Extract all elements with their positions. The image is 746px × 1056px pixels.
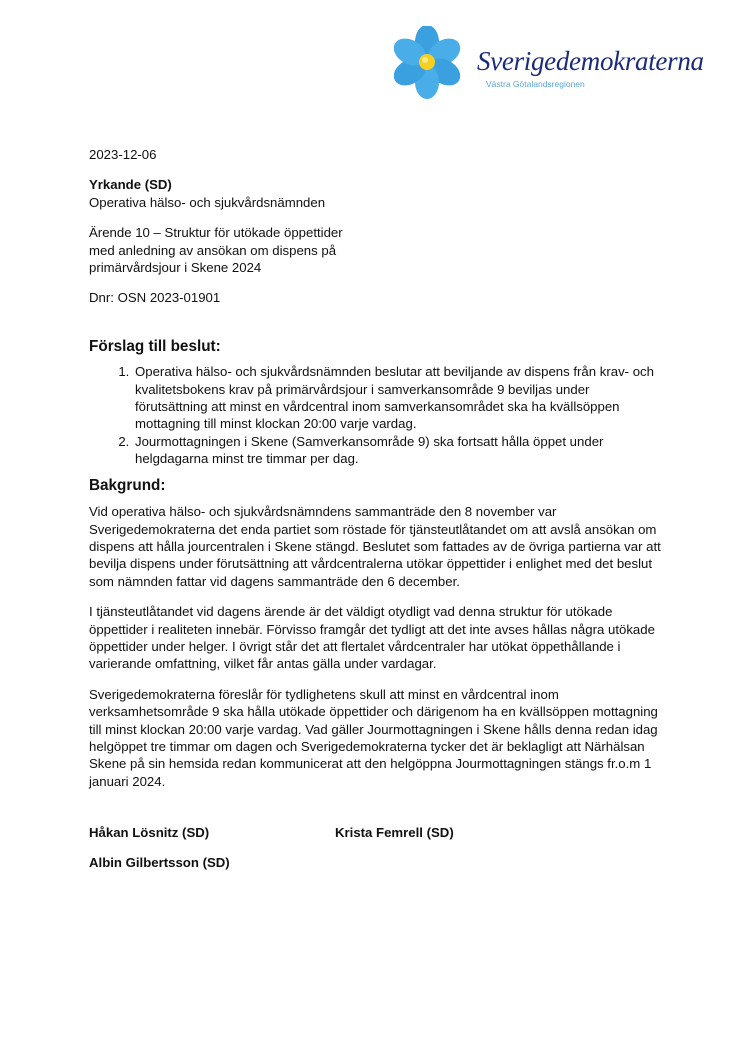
document-date: 2023-12-06 [89,147,157,162]
signatory: Håkan Lösnitz (SD) [89,825,210,841]
subject-line: primärvårdsjour i Skene 2024 [89,260,262,276]
background-paragraph: Sverigedemokraterna föreslår för tydlighetens skull att minst en vårdcentral inom verksamhetsområde 9 ska hålla utökade öppettider och därigenom ha en kvällsöppen mottagning till minst klockan 20:00 varje vardag. Vad gäller Jourmottagningen i Skene hålls denna redan idag helgöppet tre timmar om dagen och Sverigedemokraterna tycker det är beklagligt att Närhälsan Skene på sin hemsida redan kommunicerat att den helgöppna Jourmottagningen stängs fr.o.m 1 januari 2024. [89,686,658,789]
subject-line: Ärende 10 – Struktur för utökade öppettider [89,225,343,241]
background-heading: Bakgrund: [89,476,166,494]
background-paragraph: Vid operativa hälso- och sjukvårdsnämndens sammanträde den 8 november var Sverigedemokraterna det enda partiet som röstade för tjänsteutlåtandet om att avslå ansökan om dispens att hålla jourcentralen i Skene stängd. Beslutet som fattades av de övriga partierna var att bevilja dispens under förutsättning att vårdcentralerna utökar öppettider i enlighet med det beslut som nämnden fattar vid dagens sammanträde den 6 december. [89,504,661,589]
logo-region: Västra Götalandsregionen [486,79,585,89]
party-logo [394,26,704,102]
logo-wordmark: Sverigedemokraterna [477,46,704,76]
signatory: Krista Femrell (SD) [335,825,454,841]
proposal-item: 1. Operativa hälso- och sjukvårdsnämnden beslutar att beviljande av dispens från krav- och kvalitetsbokens krav på primärvårdsjour i samverkansområde 9 beviljas under förutsättning att minst en vårdcentral inom samverkansområdet ska ha kvällsöppen mottagning till minst klockan 20:00 varje vardag. [133,363,664,433]
subject-line: med anledning av ansökan om dispens på [89,242,337,258]
background-paragraph: I tjänsteutlåtandet vid dagens ärende är det väldigt otydligt vad denna struktur för utökade öppettider i realiteten innebär. Förvisso framgår det tydligt att det inte avses hållas några utökade öppettider under helger. I övrigt står det att flertalet vårdcentraler har utökat öppethållande i varierande omfattning, vilket får antas gälla under vardagar. [89,604,655,672]
document-body [89,146,664,872]
flower-icon [394,26,474,102]
committee-name: Operativa hälso- och sjukvårdsnämnden [89,194,326,210]
document-type: Yrkande (SD) [89,177,172,193]
proposal-item: 2. Jourmottagningen i Skene (Samverkansområde 9) ska fortsatt hålla öppet under helgdagarna minst tre timmar per dag. [133,433,664,468]
proposal-list [89,363,664,467]
proposal-heading: Förslag till beslut: [89,337,221,355]
signature-row [89,824,664,854]
signatory: Albin Gilbertsson (SD) [89,855,230,871]
diary-number: Dnr: OSN 2023-01901 [89,290,221,306]
